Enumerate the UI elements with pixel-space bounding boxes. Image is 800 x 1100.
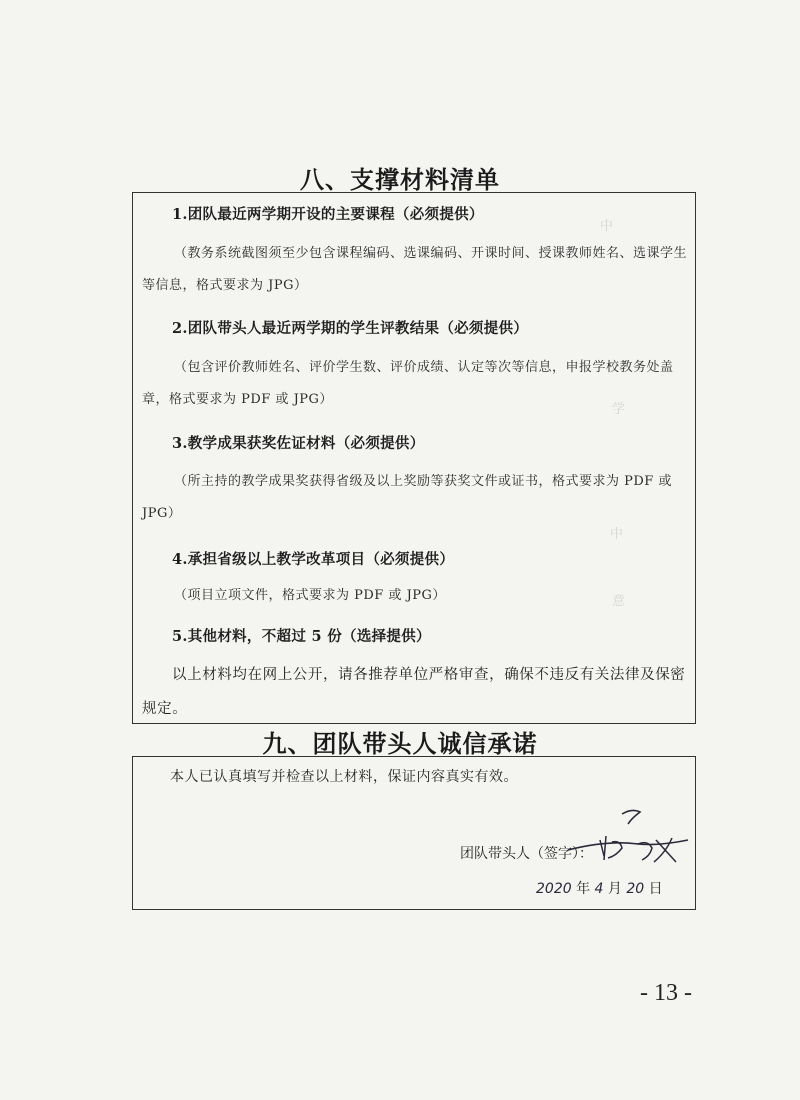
page-number: - 13 -	[640, 980, 692, 1006]
material-item-3-note: （所主持的教学成果奖获得省级及以上奖励等获奖文件或证书，格式要求为 PDF 或 JPG）	[142, 474, 672, 521]
section-8-title: 八、支撑材料清单	[300, 166, 500, 194]
material-item-1-note: （教务系统截图须至少包含课程编码、选课编码、开课时间、授课教师姓名、选课学生等信息，格式要求为 JPG）	[142, 246, 688, 293]
pledge-statement: 本人已认真填写并检查以上材料，保证内容真实有效。	[170, 769, 518, 785]
material-item-2-note: （包含评价教师姓名、评价学生数、评价成绩、认定等次等信息，申报学校教务处盖章，格式要求为 PDF 或 JPG）	[142, 360, 674, 407]
signing-date	[536, 878, 663, 898]
material-item-4-label: 4.承担省级以上教学改革项目（必须提供）	[172, 551, 455, 568]
material-item-5-label: 5.其他材料，不超过 5 份（选择提供）	[172, 628, 431, 645]
material-item-2-label: 2.团队带头人最近两学期的学生评教结果（必须提供）	[172, 320, 529, 337]
material-item-3-label: 3.教学成果获奖佐证材料（必须提供）	[172, 435, 425, 452]
material-item-1-label: 1.团队最近两学期开设的主要课程（必须提供）	[172, 206, 484, 223]
date-year: 2020	[536, 881, 572, 897]
bleed-through-mark: 中	[610, 527, 624, 542]
date-day: 20	[626, 881, 645, 897]
date-month-unit: 月	[607, 881, 622, 897]
bleed-through-mark: 中	[600, 219, 614, 234]
signature-label: 团队带头人（签字）：	[460, 846, 593, 862]
disclosure-notice: 以上材料均在网上公开，请各推荐单位严格审查，确保不违反有关法律及保密规定。	[142, 667, 686, 717]
section-9-title: 九、团队带头人诚信承诺	[262, 730, 538, 758]
bleed-through-mark: 学	[612, 402, 626, 417]
bleed-through-mark: 意	[612, 594, 626, 609]
material-item-4-note: （项目立项文件，格式要求为 PDF 或 JPG）	[174, 588, 446, 603]
date-year-unit: 年	[576, 881, 591, 897]
date-day-unit: 日	[648, 881, 663, 897]
date-month: 4	[594, 881, 604, 897]
handwritten-signature	[560, 800, 700, 880]
